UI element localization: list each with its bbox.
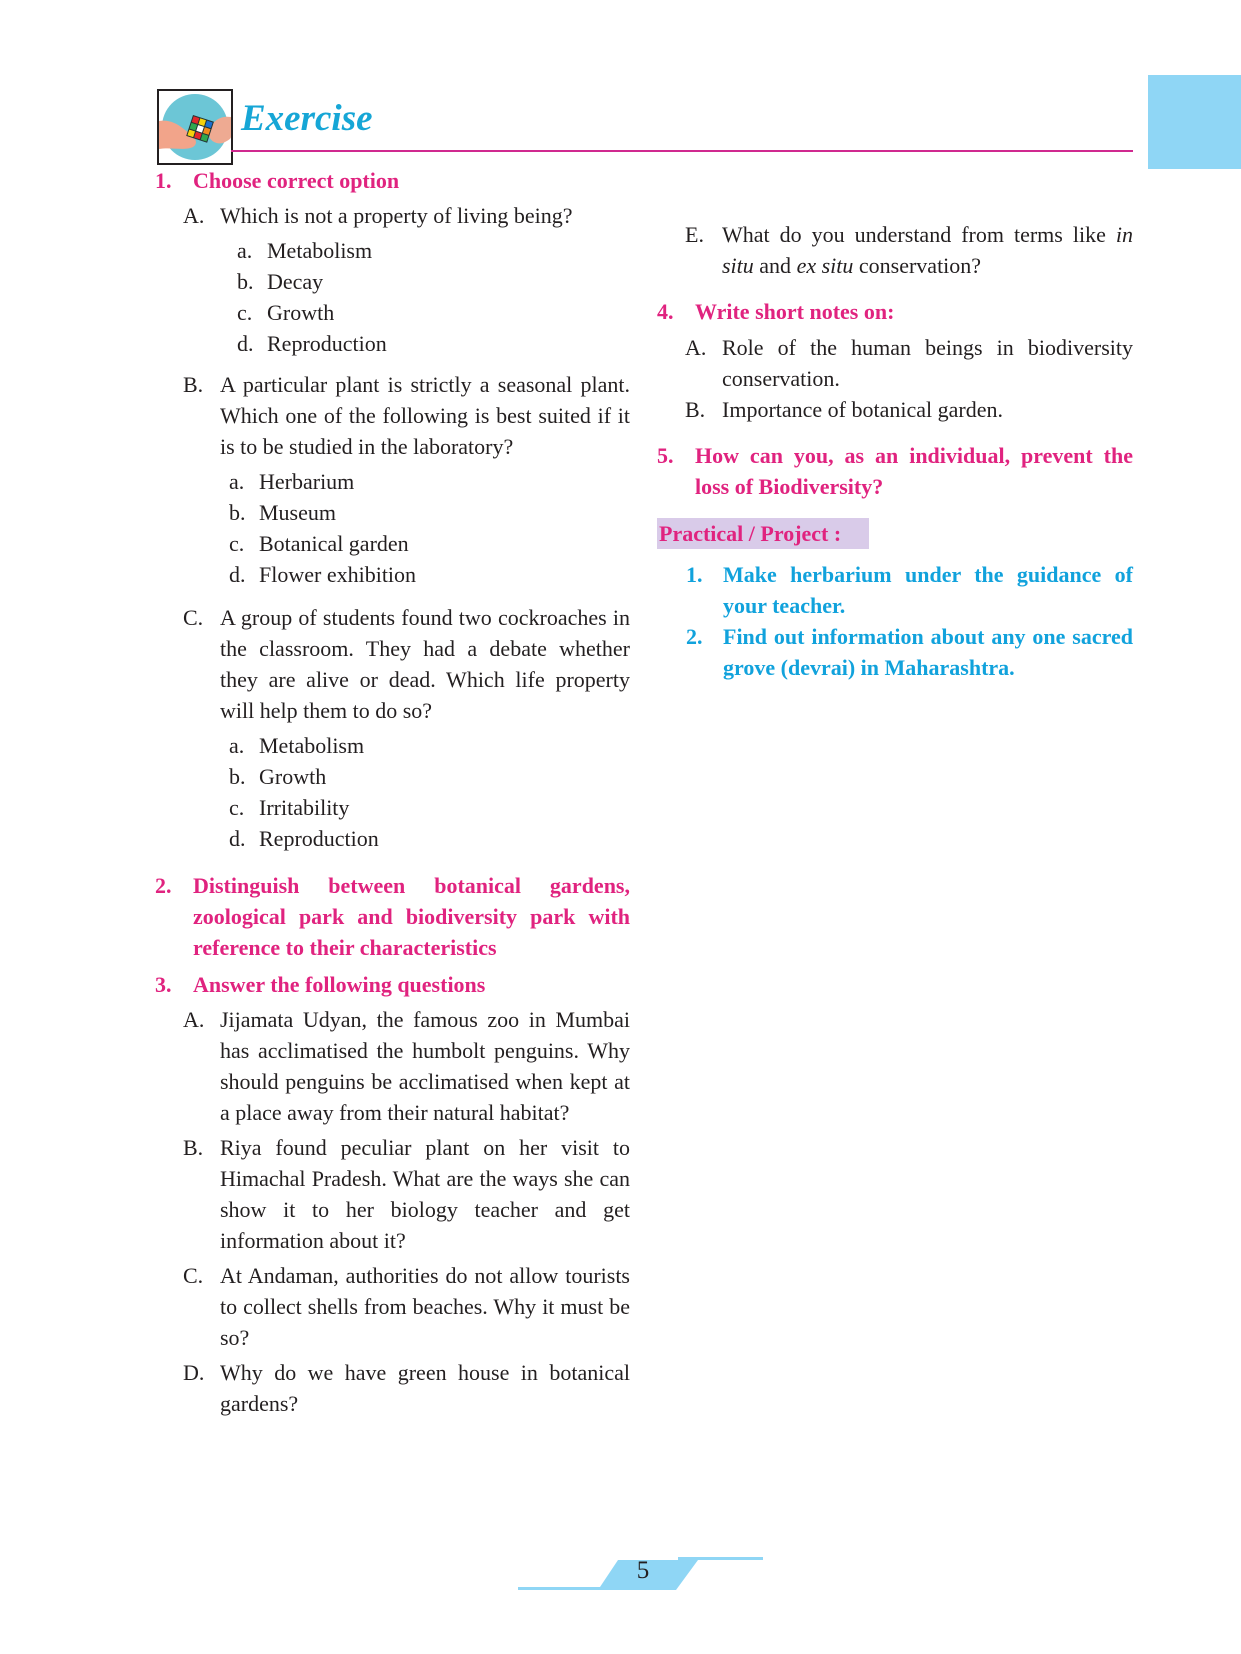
q4-number: 4. xyxy=(657,299,674,324)
option-text: Herbarium xyxy=(259,469,355,494)
option-item xyxy=(237,328,630,359)
project-item xyxy=(686,621,1133,683)
q5-heading xyxy=(657,440,1133,502)
q4-heading xyxy=(657,296,1133,327)
option-text: Metabolism xyxy=(259,733,365,758)
option-label: b. xyxy=(229,764,246,789)
q3-e-pre: What do you understand from terms like xyxy=(722,222,1116,247)
q3-e xyxy=(685,219,1133,281)
option-text: Decay xyxy=(267,269,324,294)
left-column xyxy=(155,165,630,1419)
q3-d xyxy=(183,1357,630,1419)
option-text: Museum xyxy=(259,500,336,525)
q2-heading-text: Distinguish between botanical gardens, zoological park and biodiversity park with reference to their characteristics xyxy=(193,873,630,960)
option-label: d. xyxy=(237,331,254,356)
q3-e-label: E. xyxy=(685,222,704,247)
q1-a xyxy=(183,200,630,231)
q3-d-text: Why do we have green house in botanical gardens? xyxy=(220,1360,630,1416)
q5-heading-text: How can you, as an individual, prevent the loss of Biodiversity? xyxy=(695,443,1133,499)
q3-number: 3. xyxy=(155,972,172,997)
q2-heading xyxy=(155,870,630,963)
q4-heading-text: Write short notes on: xyxy=(695,299,895,324)
option-text: Irritability xyxy=(259,795,350,820)
option-text: Growth xyxy=(259,764,327,789)
q3-b-text: Riya found peculiar plant on her visit to Himachal Pradesh. What are the ways she can show it to her biology teacher and get information about it? xyxy=(220,1135,630,1253)
option-item xyxy=(229,823,630,854)
option-label: a. xyxy=(237,238,253,263)
page-number-badge xyxy=(518,1555,768,1591)
hands-holding-rubiks-cube-icon xyxy=(157,89,233,165)
term-in-situ: in situ xyxy=(722,222,1133,278)
q1-c-options xyxy=(229,730,630,854)
q1-b-options xyxy=(229,466,630,590)
q3-c-text: At Andaman, authorities do not allow tourists to collect shells from beaches. Why it must be so? xyxy=(220,1263,630,1350)
q3-e-mid: and xyxy=(753,253,797,278)
q4-a-label: A. xyxy=(685,335,707,360)
q3-c xyxy=(183,1260,630,1353)
q3-c-label: C. xyxy=(183,1263,204,1288)
project-item-number: 1. xyxy=(686,562,703,587)
q1-number: 1. xyxy=(155,168,172,193)
project-badge-row xyxy=(657,518,1133,549)
q3-heading xyxy=(155,969,630,1000)
q4-a xyxy=(685,332,1133,394)
option-label: c. xyxy=(229,531,245,556)
option-item xyxy=(237,266,630,297)
option-item xyxy=(237,297,630,328)
q1-b-label: B. xyxy=(183,372,204,397)
option-item xyxy=(229,528,630,559)
option-item xyxy=(229,497,630,528)
project-item-number: 2. xyxy=(686,624,703,649)
q3-b xyxy=(183,1132,630,1256)
q1-b-text: A particular plant is strictly a seasonal plant. Which one of the following is best suited if it is to be studied in the laboratory? xyxy=(220,372,630,459)
q1-a-text: Which is not a property of living being? xyxy=(220,203,573,228)
option-text: Flower exhibition xyxy=(259,562,417,587)
q1-heading xyxy=(155,165,630,196)
option-label: a. xyxy=(229,469,245,494)
option-label: b. xyxy=(229,500,246,525)
project-badge: Practical / Project : xyxy=(657,518,869,549)
q1-b xyxy=(183,369,630,462)
q3-e-post: conservation? xyxy=(853,253,982,278)
q3-a-text: Jijamata Udyan, the famous zoo in Mumbai has acclimatised the humbolt penguins. Why should penguins be acclimatised when kept at a place away from their natural habitat? xyxy=(220,1007,630,1125)
option-label: d. xyxy=(229,826,246,851)
q2-number: 2. xyxy=(155,873,172,898)
right-column xyxy=(657,219,1133,683)
q4-b xyxy=(685,394,1133,425)
project-item-text: Find out information about any one sacred grove (devrai) in Maharashtra. xyxy=(723,624,1133,680)
option-label: d. xyxy=(229,562,246,587)
q3-d-label: D. xyxy=(183,1360,205,1385)
option-item xyxy=(229,730,630,761)
q1-c xyxy=(183,602,630,726)
option-item xyxy=(229,559,630,590)
option-item xyxy=(229,792,630,823)
q3-e-text xyxy=(722,219,1133,281)
option-label: b. xyxy=(237,269,254,294)
project-item xyxy=(686,559,1133,621)
title-divider xyxy=(231,150,1133,152)
option-label: c. xyxy=(229,795,245,820)
q4-b-label: B. xyxy=(685,397,706,422)
option-item xyxy=(229,761,630,792)
option-text: Growth xyxy=(267,300,335,325)
option-item xyxy=(237,235,630,266)
q3-b-label: B. xyxy=(183,1135,204,1160)
option-text: Metabolism xyxy=(267,238,373,263)
option-label: a. xyxy=(229,733,245,758)
q1-a-options xyxy=(237,235,630,359)
q4-b-text: Importance of botanical garden. xyxy=(722,397,1003,422)
q3-a-label: A. xyxy=(183,1007,205,1032)
option-text: Reproduction xyxy=(267,331,387,356)
option-label: c. xyxy=(237,300,253,325)
option-text: Reproduction xyxy=(259,826,379,851)
q1-c-text: A group of students found two cockroaches in the classroom. They had a debate whether they are alive or dead. Which life property will help them to do so? xyxy=(220,605,630,723)
q3-heading-text: Answer the following questions xyxy=(193,972,486,997)
term-ex-situ: ex situ xyxy=(796,253,854,278)
project-item-text: Make herbarium under the guidance of your teacher. xyxy=(723,562,1133,618)
q1-c-label: C. xyxy=(183,605,204,630)
option-item xyxy=(229,466,630,497)
page-number: 5 xyxy=(636,1557,650,1584)
q5-number: 5. xyxy=(657,443,674,468)
option-text: Botanical garden xyxy=(259,531,409,556)
q1-heading-text: Choose correct option xyxy=(193,168,400,193)
chapter-tab-marker xyxy=(1148,75,1241,169)
q1-a-label: A. xyxy=(183,203,205,228)
q3-a xyxy=(183,1004,630,1128)
q4-a-text: Role of the human beings in biodiversity conservation. xyxy=(722,335,1133,391)
exercise-title: Exercise xyxy=(241,98,373,139)
